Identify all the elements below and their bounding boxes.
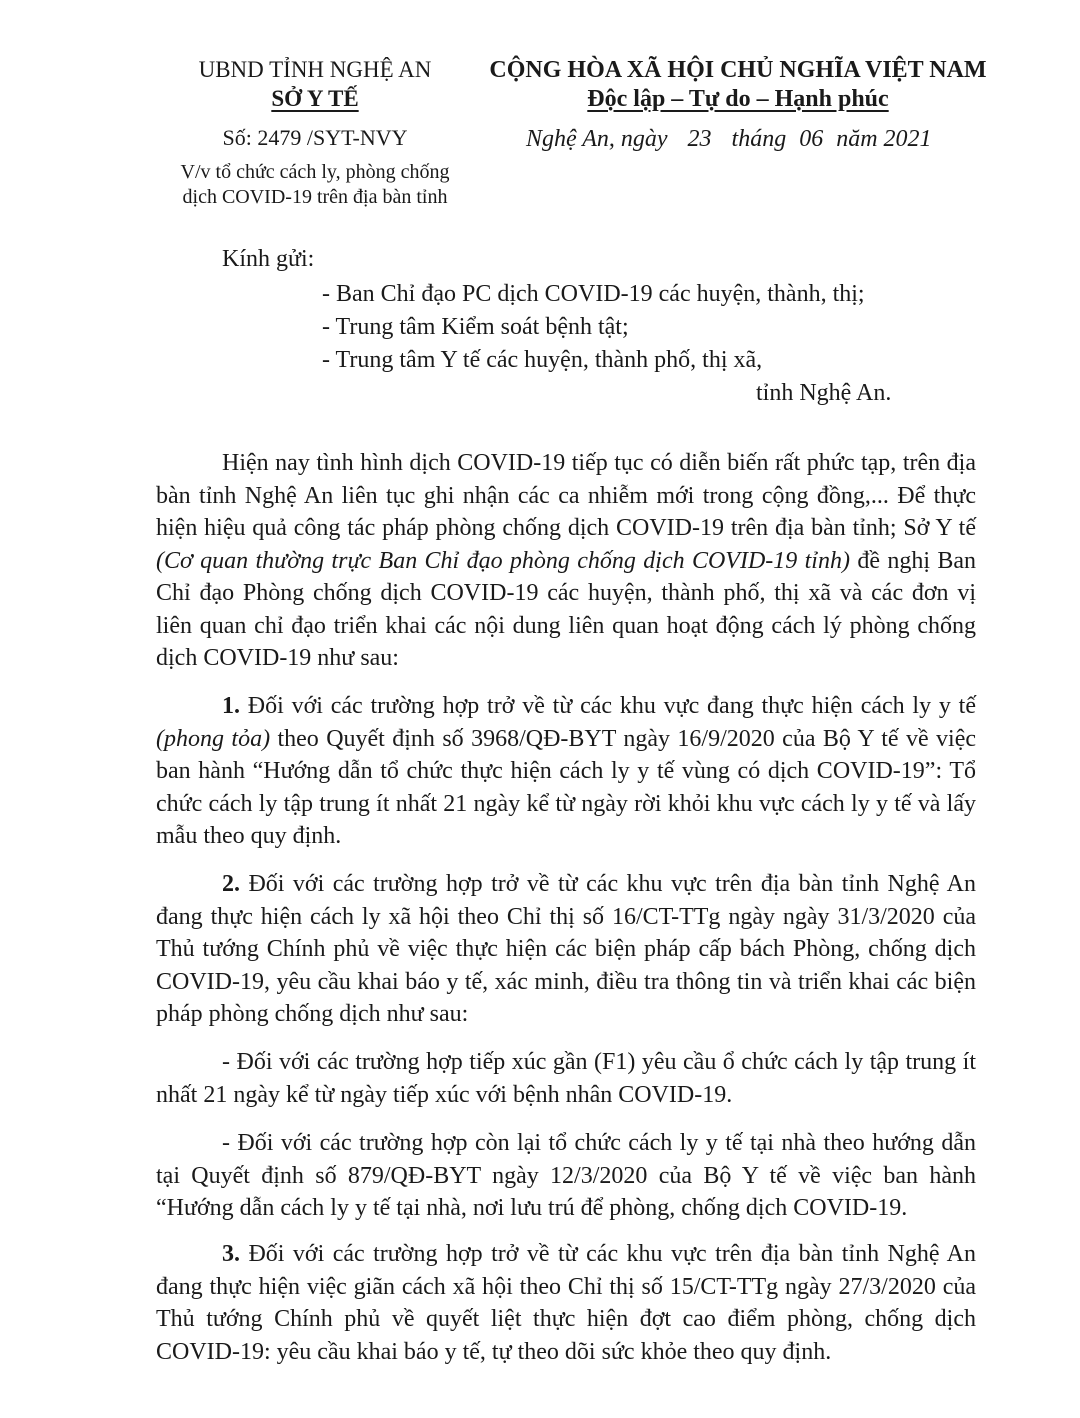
section-2-text: Đối với các trường hợp trở về từ các khu vực trên địa bàn tỉnh Nghệ An đang thực hiện cách ly xã hội theo Chỉ thị số 16/CT-TTg ngày ngày 31/3/2020 của Thủ tướng Chính phủ về việc thực hiện các biện pháp cấp bách Phòng, chống dịch COVID-19, yêu cầu khai báo y tế, xác minh, điều tra thông tin và triển khai các biện pháp phòng chống dịch như sau: [156,871,976,1027]
date-prefix: Nghệ An, ngày [526,126,668,152]
recipients-label: Kính gửi: [222,246,315,272]
country-name: CỘNG HÒA XÃ HỘI CHỦ NGHĨA VIỆT NAM [489,57,987,83]
date-month-label: tháng [731,126,787,152]
intro-italic: (Cơ quan thường trực Ban Chỉ đạo phòng chống dịch COVID-19 tỉnh) [156,547,850,574]
date-year: năm 2021 [836,126,932,152]
recipient-item: - Trung tâm Y tế các huyện, thành phố, thị xã, [322,347,763,373]
section-1-text-b: theo Quyết định số 3968/QĐ-BYT ngày 16/9/2020 của Bộ Y tế về việc ban hành “Hướng dẫn tổ chức thực hiện cách ly y tế vùng có dịch COVID-19”: Tổ chức cách ly tập trung ít nhất 21 ngày kể từ ngày rời khỏi khu vực cách ly y tế và lấy mẫu theo quy định. [156,725,976,849]
intro-text-1: Hiện nay tình hình dịch COVID-19 tiếp tục có diễn biến rất phức tạp, trên địa bàn tỉnh Nghệ An liên tục ghi nhận các ca nhiễm mới trong cộng đồng,... Để thực hiện hiệu quả công tác pháp phòng chống dịch COVID-19 trên địa bàn tỉnh; Sở Y tế [156,450,976,541]
subject-line-2: dịch COVID-19 trên địa bàn tỉnh [182,186,448,208]
section-2-bullet-1: - Đối với các trường hợp tiếp xúc gần (F1) yêu cầu ổ chức cách ly tập trung ít nhất 21 ngày kể từ ngày tiếp xúc với bệnh nhân COVID-19. [156,1049,976,1108]
section-3 [156,1238,976,1368]
doc-number: Số: 2479 /SYT-NVY [222,125,408,150]
motto [478,86,998,113]
recipient-tail: tỉnh Nghệ An. [756,380,892,406]
section-1-italic: (phong tỏa) [156,725,271,752]
section-2-number: 2. [222,871,240,897]
recipient-item: - Ban Chỉ đạo PC dịch COVID-19 các huyện, thành, thị; [322,281,865,307]
intro-text-2: đề nghị Ban Chỉ đạo Phòng chống dịch COVID-19 các huyện, thành phố, thị xã và các đơn vị liên quan chỉ đạo triển khai các nội dung liên quan hoạt động cách lý phòng chống dịch COVID-19 như sau: [156,547,977,671]
section-3-text: Đối với các trường hợp trở về từ các khu vực trên địa bàn tỉnh Nghệ An đang thực hiện việc giãn cách xã hội theo Chỉ thị số 15/CT-TTg ngày 27/3/2020 của Thủ tướng Chính phủ về quyết liệt thực hiện đợt cao điểm phòng, chống dịch COVID-19: yêu cầu khai báo y tế, tự theo dõi sức khỏe theo quy định. [156,1241,976,1365]
recipient-item: - Trung tâm Kiểm soát bệnh tật; [322,314,629,340]
issue-date [526,126,932,153]
section-2-bullet-2: - Đối với các trường hợp còn lại tổ chức cách ly y tế tại nhà theo hướng dẫn tại Quyết định số 879/QĐ-BYT ngày 12/3/2020 của Bộ Y tế về việc ban hành “Hướng dẫn cách ly y tế tại nhà, nơi lưu trú để phòng, chống dịch COVID-19. [156,1130,976,1221]
intro-paragraph [156,447,976,675]
motto-text: Độc lập – Tự do – Hạnh phúc [587,86,889,112]
date-month: 06 [799,126,824,152]
date-day: 23 [687,126,712,152]
section-1 [156,690,976,853]
org-name [170,86,460,112]
section-2 [156,868,976,1031]
section-1-number: 1. [222,693,240,719]
section-1-text-a: Đối với các trường hợp trở về từ các khu vực đang thực hiện cách ly y tế [240,693,976,719]
section-3-number: 3. [222,1241,240,1267]
org-parent: UBND TỈNH NGHỆ AN [198,57,432,82]
subject-line-1: V/v tổ chức cách ly, phòng chống [180,161,450,183]
org-name-text: SỞ Y TẾ [271,86,359,111]
